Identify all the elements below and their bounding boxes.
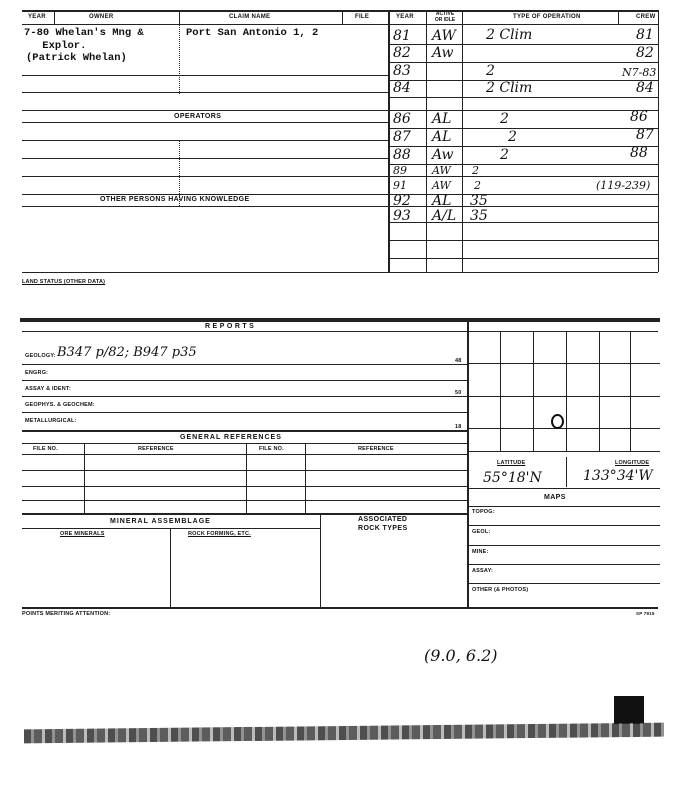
activity-crew: 87 bbox=[636, 127, 654, 143]
assay-label: ASSAY & IDENT: bbox=[25, 386, 71, 392]
activity-status: AW bbox=[432, 164, 451, 177]
activity-type: 2 bbox=[508, 129, 517, 145]
geology-value: B347 p/82; B947 p35 bbox=[57, 345, 197, 360]
activity-type: 2 Clim bbox=[486, 80, 533, 96]
activity-year: 88 bbox=[393, 147, 411, 163]
activity-year: 93 bbox=[393, 208, 411, 224]
activity-status: AL bbox=[432, 193, 452, 209]
activity-status: AW bbox=[432, 28, 456, 44]
operators-label: OPERATORS bbox=[174, 113, 222, 120]
activity-type: 2 bbox=[500, 111, 509, 127]
activity-year: 91 bbox=[393, 179, 407, 192]
mine-label: MINE: bbox=[472, 549, 489, 555]
section-divider-bar bbox=[20, 318, 660, 322]
activity-year: 82 bbox=[393, 45, 411, 61]
col-file-no: FILE NO. bbox=[259, 446, 284, 452]
activity-status: AL bbox=[432, 129, 452, 145]
other-persons-label: OTHER PERSONS HAVING KNOWLEDGE bbox=[100, 196, 250, 203]
owner-line-2: Explor. bbox=[36, 40, 87, 52]
assay-map-label: ASSAY: bbox=[472, 568, 494, 574]
header-year: YEAR bbox=[28, 14, 46, 20]
header-claim-name: CLAIM NAME bbox=[229, 14, 271, 20]
activity-year: 89 bbox=[393, 164, 407, 177]
activity-crew: N7-83 bbox=[622, 66, 657, 79]
activity-type: 2 bbox=[500, 147, 509, 163]
activity-status: AL bbox=[432, 111, 452, 127]
header-crew: CREW bbox=[636, 14, 656, 20]
other-photos-label: OTHER (& PHOTOS) bbox=[472, 587, 529, 593]
col-file-no: FILE NO. bbox=[33, 446, 58, 452]
activity-status: Aw bbox=[432, 147, 454, 163]
activity-year: 87 bbox=[393, 129, 411, 145]
header-file: FILE bbox=[355, 14, 370, 20]
location-marker-icon bbox=[551, 414, 564, 429]
report-number: 48 bbox=[455, 358, 462, 364]
activity-crew: 84 bbox=[636, 80, 654, 96]
col-reference: REFERENCE bbox=[358, 446, 394, 452]
activity-status: Aw bbox=[432, 45, 454, 61]
activity-year: 83 bbox=[393, 63, 411, 79]
owner-line-1: 7-80 Whelan's Mng & bbox=[24, 27, 144, 39]
activity-year: 84 bbox=[393, 80, 411, 96]
header-active-or-idle: ACTIVE OR IDLE bbox=[434, 11, 456, 23]
general-references-title: GENERAL REFERENCES bbox=[180, 434, 282, 441]
longitude-label: LONGITUDE bbox=[615, 460, 650, 466]
reports-title: REPORTS bbox=[205, 323, 257, 330]
ore-minerals-label: ORE MINERALS bbox=[60, 531, 105, 537]
activity-type: 2 Clim bbox=[486, 27, 533, 43]
topog-label: TOPOG: bbox=[472, 509, 495, 515]
activity-year: 81 bbox=[393, 28, 411, 44]
activity-status: AW bbox=[432, 179, 451, 192]
activity-year: 92 bbox=[393, 193, 411, 209]
land-status-label: LAND STATUS (OTHER DATA) bbox=[22, 279, 106, 285]
latitude-label: LATITUDE bbox=[497, 460, 526, 466]
activity-crew: 82 bbox=[636, 45, 654, 61]
activity-status: A/L bbox=[432, 208, 457, 224]
owner-line-3: (Patrick Whelan) bbox=[26, 52, 127, 64]
claim-name-value: Port San Antonio 1, 2 bbox=[186, 27, 319, 39]
geophys-label: GEOPHYS. & GEOCHEM: bbox=[25, 402, 95, 408]
longitude-value: 133°34'W bbox=[583, 468, 653, 484]
metallurgical-label: METALLURGICAL: bbox=[25, 418, 77, 424]
latitude-value: 55°18'N bbox=[483, 470, 542, 486]
coordinates-note: (9.0, 6.2) bbox=[424, 646, 498, 665]
black-square-mark bbox=[614, 696, 644, 724]
activity-type: 2 bbox=[472, 164, 479, 177]
scan-streak bbox=[24, 723, 664, 744]
activity-type: 35 bbox=[470, 193, 488, 209]
activity-crew: 88 bbox=[630, 145, 648, 161]
maps-label: MAPS bbox=[544, 494, 566, 501]
report-number: 18 bbox=[455, 424, 462, 430]
associated-label: ASSOCIATED bbox=[358, 516, 408, 523]
geology-label: GEOLOGY: bbox=[25, 353, 56, 359]
activity-crew: 86 bbox=[630, 109, 648, 125]
geol-label: GEOL: bbox=[472, 529, 491, 535]
points-meriting-attention-label: POINTS MERITING ATTENTION: bbox=[22, 611, 111, 617]
activity-note: (119-239) bbox=[596, 179, 651, 192]
report-number: 50 bbox=[455, 390, 462, 396]
col-reference: REFERENCE bbox=[138, 446, 174, 452]
activity-year: 86 bbox=[393, 111, 411, 127]
activity-crew: 81 bbox=[636, 27, 654, 43]
form-number: SP 7915 bbox=[636, 611, 655, 616]
rock-forming-label: ROCK FORMING, ETC. bbox=[188, 531, 251, 537]
engrg-label: ENGRG: bbox=[25, 370, 49, 376]
activity-type: 2 bbox=[486, 63, 495, 79]
mineral-assemblage-title: MINERAL ASSEMBLAGE bbox=[110, 518, 211, 525]
header-type-of-operation: TYPE OF OPERATION bbox=[513, 14, 581, 20]
rock-types-label: ROCK TYPES bbox=[358, 525, 408, 532]
activity-type: 2 bbox=[474, 179, 481, 192]
header-activity-year: YEAR bbox=[396, 14, 414, 20]
activity-type: 35 bbox=[470, 208, 488, 224]
header-owner: OWNER bbox=[89, 14, 114, 20]
